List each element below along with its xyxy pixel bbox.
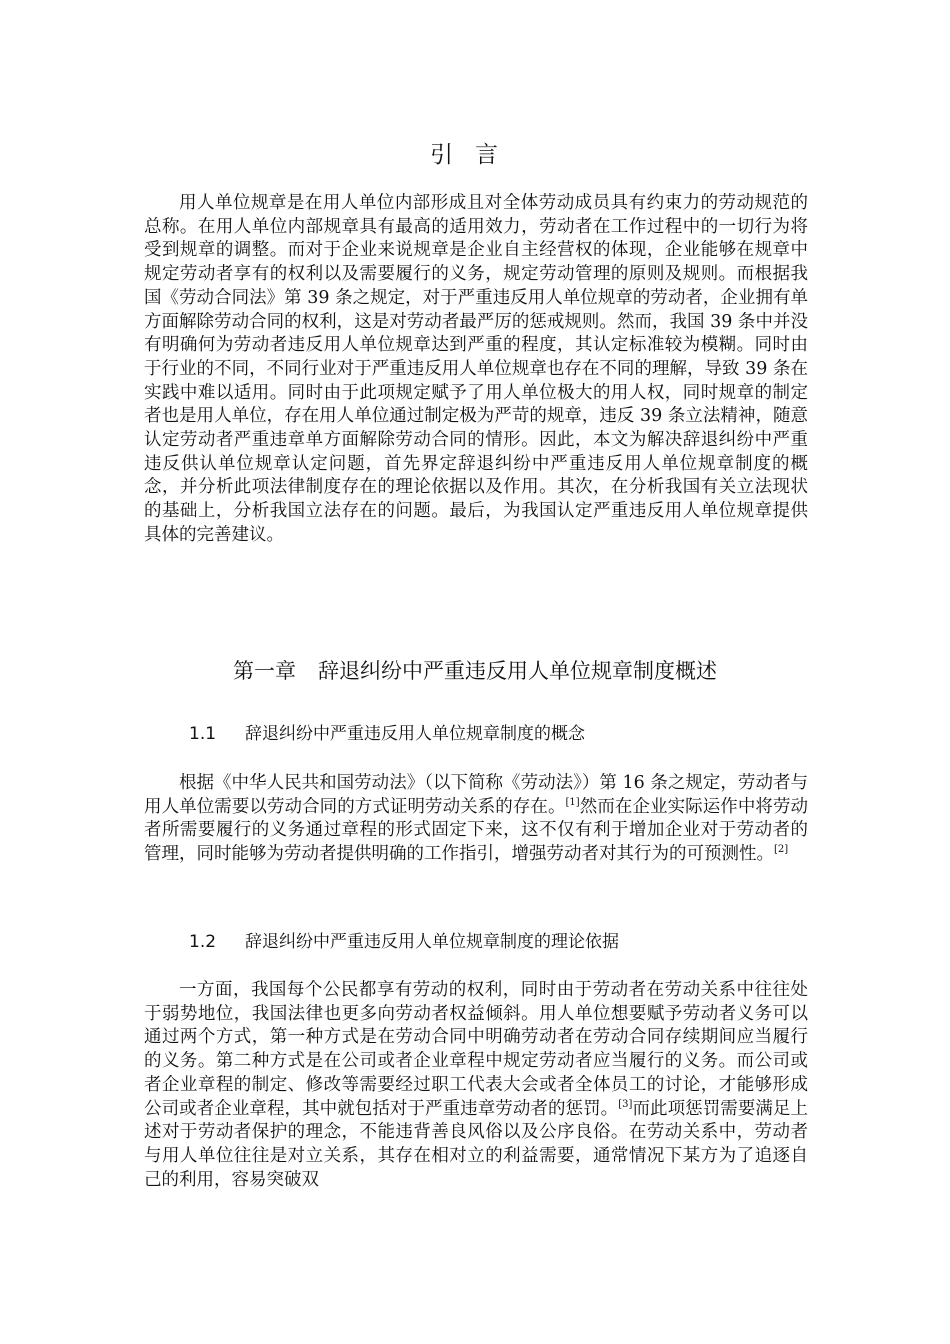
chapter-number: 第一章	[233, 659, 296, 683]
citation-ref: [2]	[774, 844, 789, 856]
section-1-1-body	[144, 772, 808, 867]
citation-ref: [3]	[618, 1098, 633, 1110]
section-1-2-body	[144, 979, 808, 1192]
paragraph-text: 根据《中华人民共和国劳动法》（以下简称《劳动法》）第 16 条之规定，劳动者与用人单位需要以劳动合同的方式证明劳动关系的存在。	[144, 773, 808, 817]
citation-ref: [1]	[565, 796, 580, 808]
paragraph-text: 一方面，我国每个公民都享有劳动的权利，同时由于劳动者在劳动关系中往往处于弱势地位，我国法律也更多向劳动者权益倾斜。用人单位想要赋予劳动者义务可以通过两个方式，第一种方式是在劳动合同中明确劳动者在劳动合同存续期间应当履行的义务。第二种方式是在公司或者企业章程中规定劳动者应当履行的义务。而公司或者企业章程的制定、修改等需要经过职工代表大会或者全体员工的讨论，才能够形成公司或者企业章程，其中就包括对于严重违章劳动者的惩罚。	[144, 980, 808, 1119]
intro-paragraph: 用人单位规章是在用人单位内部形成且对全体劳动成员具有约束力的劳动规范的总称。在用人单位内部规章具有最高的适用效力，劳动者在工作过程中的一切行为将受到规章的调整。而对于企业来说规章是企业自主经营权的体现，企业能够在规章中规定劳动者享有的权利以及需要履行的义务，规定劳动管理的原则及规则。而根据我国《劳动合同法》第 39 条之规定，对于严重违反用人单位规章的劳动者，企业拥有单方面解除劳动合同的权利，这是对劳动者最严厉的惩戒规则。然而，我国 39 条中并没有明确何为劳动者违反用人单位规章达到严重的程度，其认定标准较为模糊。同时由于行业的不同，不同行业对于严重违反用人单位规章也存在不同的理解，导致 39 条在实践中难以适用。同时由于此项规定赋予了用人单位极大的用人权，同时规章的制定者也是用人单位，存在用人单位通过制定极为严苛的规章，违反 39 条立法精神，随意认定劳动者严重违章单方面解除劳动合同的情形。因此，本文为解决辞退纠纷中严重违反供认单位规章认定问题，首先界定辞退纠纷中严重违反用人单位规章制度的概念，并分析此项法律制度存在的理论依据以及作用。其次，在分析我国有关立法现状的基础上，分析我国立法存在的问题。最后，为我国认定严重违反用人单位规章提供具体的完善建议。	[144, 193, 808, 545]
paragraph-text: 而此项惩罚需要满足上述对于劳动者保护的理念，不能违背善良风俗以及公序良俗。在劳动关系中，劳动者与用人单位往往是对立关系，其存在相对立的利益需要，通常情况下某方为了追逐自己的利用，容易突破双	[144, 1098, 809, 1190]
chapter-heading	[0, 656, 950, 686]
section-title: 辞退纠纷中严重违反用人单位规章制度的概念	[245, 724, 585, 744]
section-title: 辞退纠纷中严重违反用人单位规章制度的理论依据	[245, 932, 619, 952]
paragraph-text: 然而在企业实际运作中将劳动者所需要履行的义务通过章程的形式固定下来，这不仅有利于增加企业对于劳动者的管理，同时能够为劳动者提供明确的工作指引，增强劳动者对其行为的可预测性。	[144, 796, 809, 865]
section-1-1-paragraph	[144, 772, 808, 867]
section-heading-1-1	[189, 722, 585, 746]
section-number: 1.1	[189, 724, 217, 744]
chapter-title: 辞退纠纷中严重违反用人单位规章制度概述	[318, 659, 717, 683]
section-number: 1.2	[189, 932, 217, 952]
section-1-2-paragraph	[144, 979, 808, 1192]
page-title: 引言	[430, 142, 520, 168]
intro-section	[144, 192, 808, 548]
section-heading-1-2	[189, 930, 619, 954]
